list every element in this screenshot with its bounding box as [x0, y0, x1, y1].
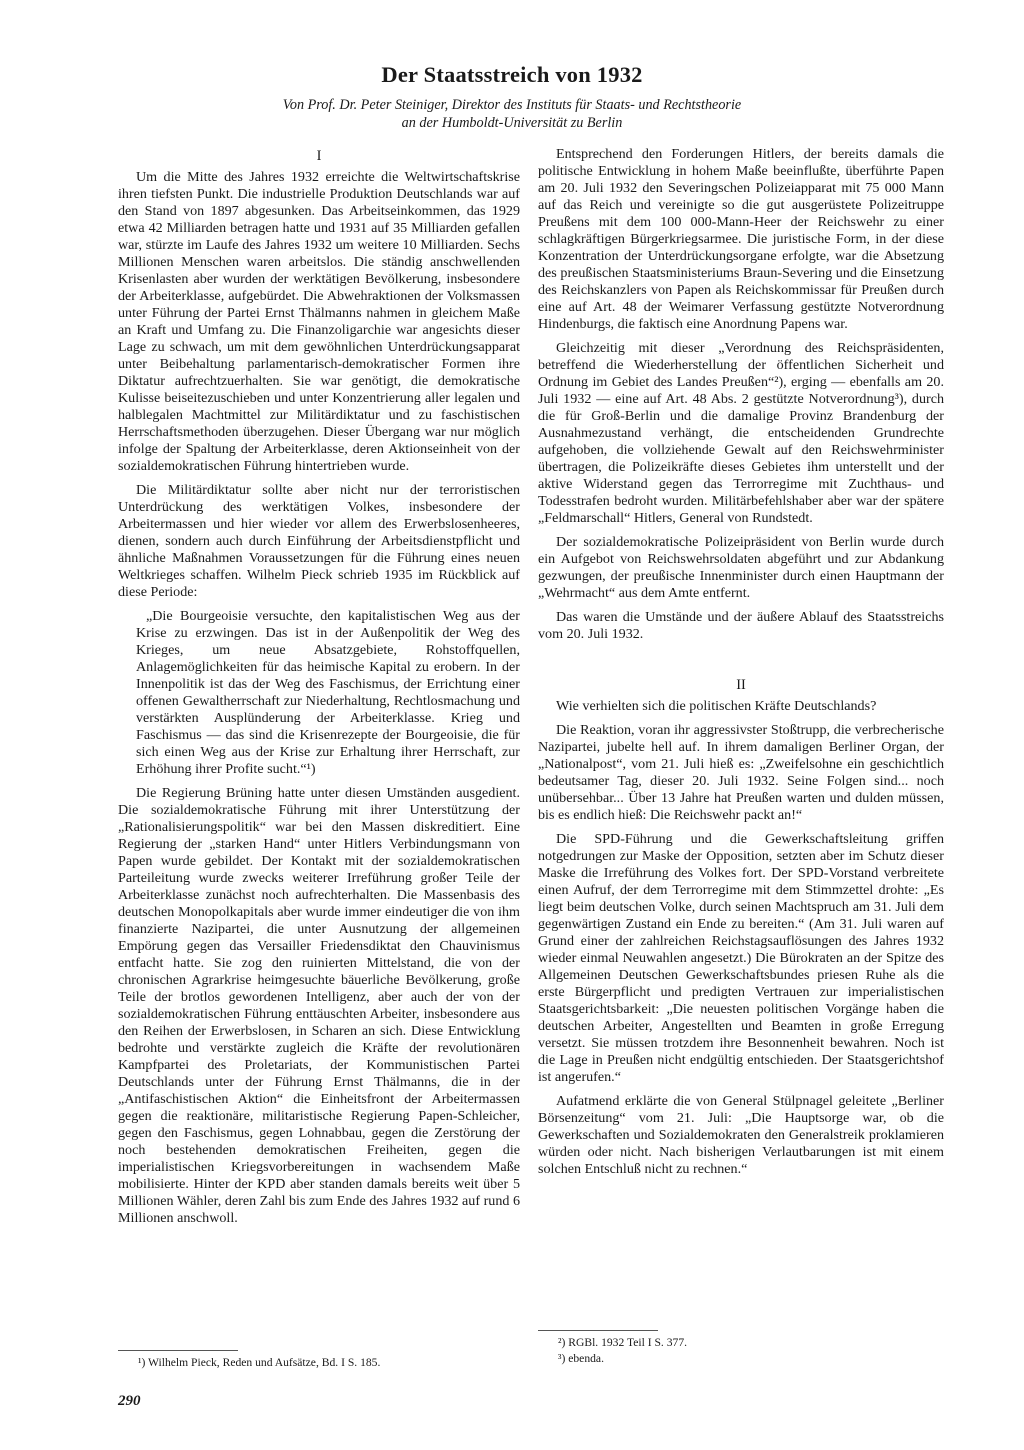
- right-column: [538, 146, 944, 1185]
- article-title: Der Staatsstreich von 1932: [381, 62, 643, 87]
- footnote-2: ²) RGBl. 1932 Teil I S. 377.: [558, 1336, 688, 1349]
- paragraph: Aufatmend erklärte die von General Stülpnagel geleitete „Berliner Börsenzeitung“ vom 21. Juli: „Die Hauptsorge war, ob die Gewerkschaften und Sozialdemokraten den Generalstreik proklamieren würden oder nicht. Nach bisherigen Verlautbarungen ist mit einem solchen Entschluß nicht zu rechnen.“: [538, 1093, 944, 1177]
- footnote-3: ³) ebenda.: [558, 1352, 604, 1365]
- page-number: 290: [118, 1393, 141, 1409]
- footnote-1: ¹) Wilhelm Pieck, Reden und Aufsätze, Bd. I S. 185.: [138, 1356, 381, 1369]
- paragraph: Das waren die Umstände und der äußere Ablauf des Staatsstreichs vom 20. Juli 1932.: [538, 609, 944, 642]
- left-column: [118, 146, 520, 1234]
- footnotes-right: [538, 1330, 944, 1367]
- footnotes-left: [118, 1350, 520, 1371]
- paragraph: Um die Mitte des Jahres 1932 erreichte die Weltwirtschaftskrise ihren tiefsten Punkt. Die industrielle Produktion Deutschlands war auf den Stand von 1897 abgesunken. Das Arbeitseinkommen, das 1929 etwa 42 Milliarden betragen hatte und 1931 auf 35 Milliarden gefallen war, stürzte im Laufe des Jahres 1932 um weitere 10 Milliarden. Sechs Millionen Menschen waren arbeitslos. Die ständig anschwellenden Krisenlasten aber wurden der werktätigen Bevölkerung, insbesondere der Arbeiterklasse, aufgebürdet. Die Abwehraktionen der Volksmassen unter Führung der Partei Ernst Thälmanns nahmen in gleichem Maße an Kraft und Umfang zu. Die Finanzoligarchie war angesichts dieser Lage zu schwach, um mit dem gewöhnlichen Unterdrückungsapparat unter Beibehaltung parlamentarisch-demokratischer Formen ihre Diktatur aufrechtzuerhalten. Sie war genötigt, die demokratische Kulisse beiseitezuschieben und unter Konzentrierung aller legalen und halblegalen Machtmittel zur Militärdiktatur und zu faschistischen Herrschaftsmethoden überzugehen. Dieser Übergang war nur möglich infolge der Spaltung der Arbeiterklasse, deren Aktionseinheit von der sozialdemokratischen Führung hintertrieben wurde.: [118, 169, 520, 474]
- paragraph: Entsprechend den Forderungen Hitlers, der bereits damals die politische Entwicklung in hohem Maße beeinflußte, überführte Papen am 20. Juli 1932 den Severingschen Polizeiapparat mit 75 000 Mann auf das Reich und vereinigte so die gut ausgerüstete Polizeitruppe Preußens mit dem 100 000-Mann-Heer der Reichswehr zu einer schlagkräftigen Bürgerkriegsarmee. Die juristische Form, in der diese Konzentration der Unterdrückungsorgane erfolgte, war die Absetzung des preußischen Staatsministeriums Braun-Severing und die Einsetzung des Reichskanzlers von Papen als Reichskommissar für Preußen durch eine auf Art. 48 der Weimarer Verfassung gestützte Notverordnung Hindenburgs, die faktisch eine Anordnung Papens war.: [538, 146, 944, 332]
- paragraph: Die Reaktion, voran ihr aggressivster Stoßtrupp, die verbrecherische Nazipartei, jubelte hell auf. In ihrem damaligen Berliner Organ, der „Nationalpost“, vom 21. Juli hieß es: „Zweifelsohne ein geschichtlich bedeutsamer Tag, dieser 20. Juli 1932. Seine Folgen sind... noch unübersehbar... Über 13 Jahre hat Preußen warten und dulden müssen, bis es endlich hieß: Die Reichswehr packt an!“: [538, 722, 944, 823]
- paragraph: Der sozialdemokratische Polizeipräsident von Berlin wurde durch ein Aufgebot von Reichswehrsoldaten abgeführt und zur Abdankung gezwungen, der preußische Innenminister durch einen Hauptmann der „Wehrmacht“ aus dem Amte entfernt.: [538, 534, 944, 601]
- paragraph: Wie verhielten sich die politischen Kräfte Deutschlands?: [556, 698, 877, 714]
- author-byline: [120, 96, 904, 132]
- paragraph: Die Regierung Brüning hatte unter diesen Umständen ausgedient. Die sozialdemokratische Führung mit ihrer Unterstützung der „Rationalisierungspolitik“ war bei den Massen diskreditiert. Eine Regierung der „starken Hand“ unter Hitlers Verbindungsmann von Papen wurde gebildet. Der Kontakt mit der sozialdemokratischen Parteileitung wurde zwecks weiterer Irreführung großer Teile der Arbeiterklasse zunächst noch aufrechterhalten. Die Massenbasis des deutschen Monopolkapitals aber wurde immer eindeutiger die von ihm finanzierte Nazipartei, die unter Ausnutzung der allgemeinen Empörung gegen das Versailler Friedensdiktat den Chauvinismus entfacht hatte. Sie zog den ruinierten Mittelstand, die von der chronischen Agrarkrise heimgesuchte bäuerliche Bevölkerung, große Teile der brotlos gewordenen Intelligenz, aber auch der von der sozialdemokratischen Führung enttäuschten Arbeiter, insbesondere aus den Reihen der Erwerbslosen, in Scharen an sich. Diese Entwicklung bedrohte und verstärkte zugleich die Kräfte der revolutionären Kampfpartei des Proletariats, der Kommunistischen Partei Deutschlands unter der Führung Ernst Thälmanns, die in der „Antifaschistischen Aktion“ die Einheitsfront der Arbeitermassen gegen die reaktionäre, militaristische Regierung Papen-Schleicher, gegen den Faschismus, gegen Lohnabbau, gegen die Zerstörung der noch bestehenden demokratischen Freiheiten, gegen die imperialistischen Kriegsvorbereitungen in wachsendem Maße mobilisierte. Hinter der KPD aber standen damals bereits weit über 5 Millionen Wähler, deren Zahl bis zum Ende des Jahres 1932 auf rund 6 Millionen anschwoll.: [118, 785, 520, 1226]
- section-heading-2: II: [736, 677, 746, 693]
- paragraph: Gleichzeitig mit dieser „Verordnung des Reichspräsidenten, betreffend die Wiederherstellung der öffentlichen Sicherheit und Ordnung im Gebiet des Landes Preußen“²), erging — ebenfalls am 20. Juli 1932 — eine auf Art. 48 Abs. 2 gestützte Notverordnung³), durch die für Groß-Berlin und die damalige Provinz Brandenburg der Ausnahmezustand verhängt, die entscheidenden Grundrechte aufgehoben, die vollziehende Gewalt auf den Reichswehrminister übertragen, die Polizeikräfte dieses Gebietes ihm unterstellt und der aktive Widerstand gegen das Terrorregime mit Zuchthaus- und Todesstrafen bedroht wurden. Militärbefehlshaber aber war der spätere „Feldmarschall“ Hitlers, General von Rundstedt.: [538, 340, 944, 526]
- section-heading-1: I: [316, 148, 322, 164]
- footnote-rule: [118, 1350, 238, 1351]
- byline-line-1: Von Prof. Dr. Peter Steiniger, Direktor des Instituts für Staats- und Rechtstheorie: [282, 97, 742, 113]
- block-quote: „Die Bourgeoisie versuchte, den kapitalistischen Weg aus der Krise zu erzwingen. Das ist in der Außenpolitik der Weg des Krieges, um neue Absatzgebiete, Rohstoffquellen, Anlagemöglichkeiten für das heimische Kapital zu erobern. In der Innenpolitik ist das der Weg des Faschismus, der Errichtung einer offenen Gewaltherrschaft zur Niederhaltung, Rechtlosmachung und verstärkten Ausplünderung der Arbeiterklasse. Krieg und Faschismus — das sind die Krisenrezepte der Bourgeoisie, die für sich einen Weg aus der Krise zur Erhaltung ihrer Herrschaft, zur Erhöhung ihrer Profite sucht.“¹): [136, 608, 520, 777]
- paragraph: Die Militärdiktatur sollte aber nicht nur der terroristischen Unterdrückung des werktätigen Volkes, insbesondere der Arbeitermassen und hier wieder vor allem des Erwerbslosenheeres, dienen, sondern auch durch Einführung der Arbeitsdienstpflicht und ähnliche Maßnahmen Voraussetzungen für die Führung eines neuen Weltkrieges schaffen. Wilhelm Pieck schrieb 1935 im Rückblick auf diese Periode:: [118, 482, 520, 600]
- footnote-rule: [538, 1330, 658, 1331]
- byline-line-2: an der Humboldt-Universität zu Berlin: [401, 115, 623, 131]
- paragraph: Die SPD-Führung und die Gewerkschaftsleitung griffen notgedrungen zur Maske der Opposition, setzten aber im Schutz dieser Maske die Irreführung des Volkes fort. Der SPD-Vorstand verbreitete einen Aufruf, der dem Terrorregime mit dem Stimmzettel drohte: „Es liegt beim deutschen Volke, durch seinen Machtspruch am 31. Juli dem gegenwärtigen Zustand ein Ende zu bereiten.“ (Am 31. Juli waren auf Grund einer der zahlreichen Reichstagsauflösungen des Jahres 1932 wieder einmal Neuwahlen angesetzt.) Die Bürokraten an der Spitze des Allgemeinen Deutschen Gewerkschaftsbundes priesen Ruhe als die erste Bürgerpflicht und predigten Vertrauen zur imperialistischen Staatsgerichtsbarkeit: „Die neuesten politischen Vorgänge haben die deutschen Arbeiter, Angestellten und Beamten in große Erregung versetzt. Sie müssen trotzdem ihre Besonnenheit bewahren. Noch ist die Lage in Preußen nicht endgültig entschieden. Der Staatsgerichtshof ist angerufen.“: [538, 831, 944, 1085]
